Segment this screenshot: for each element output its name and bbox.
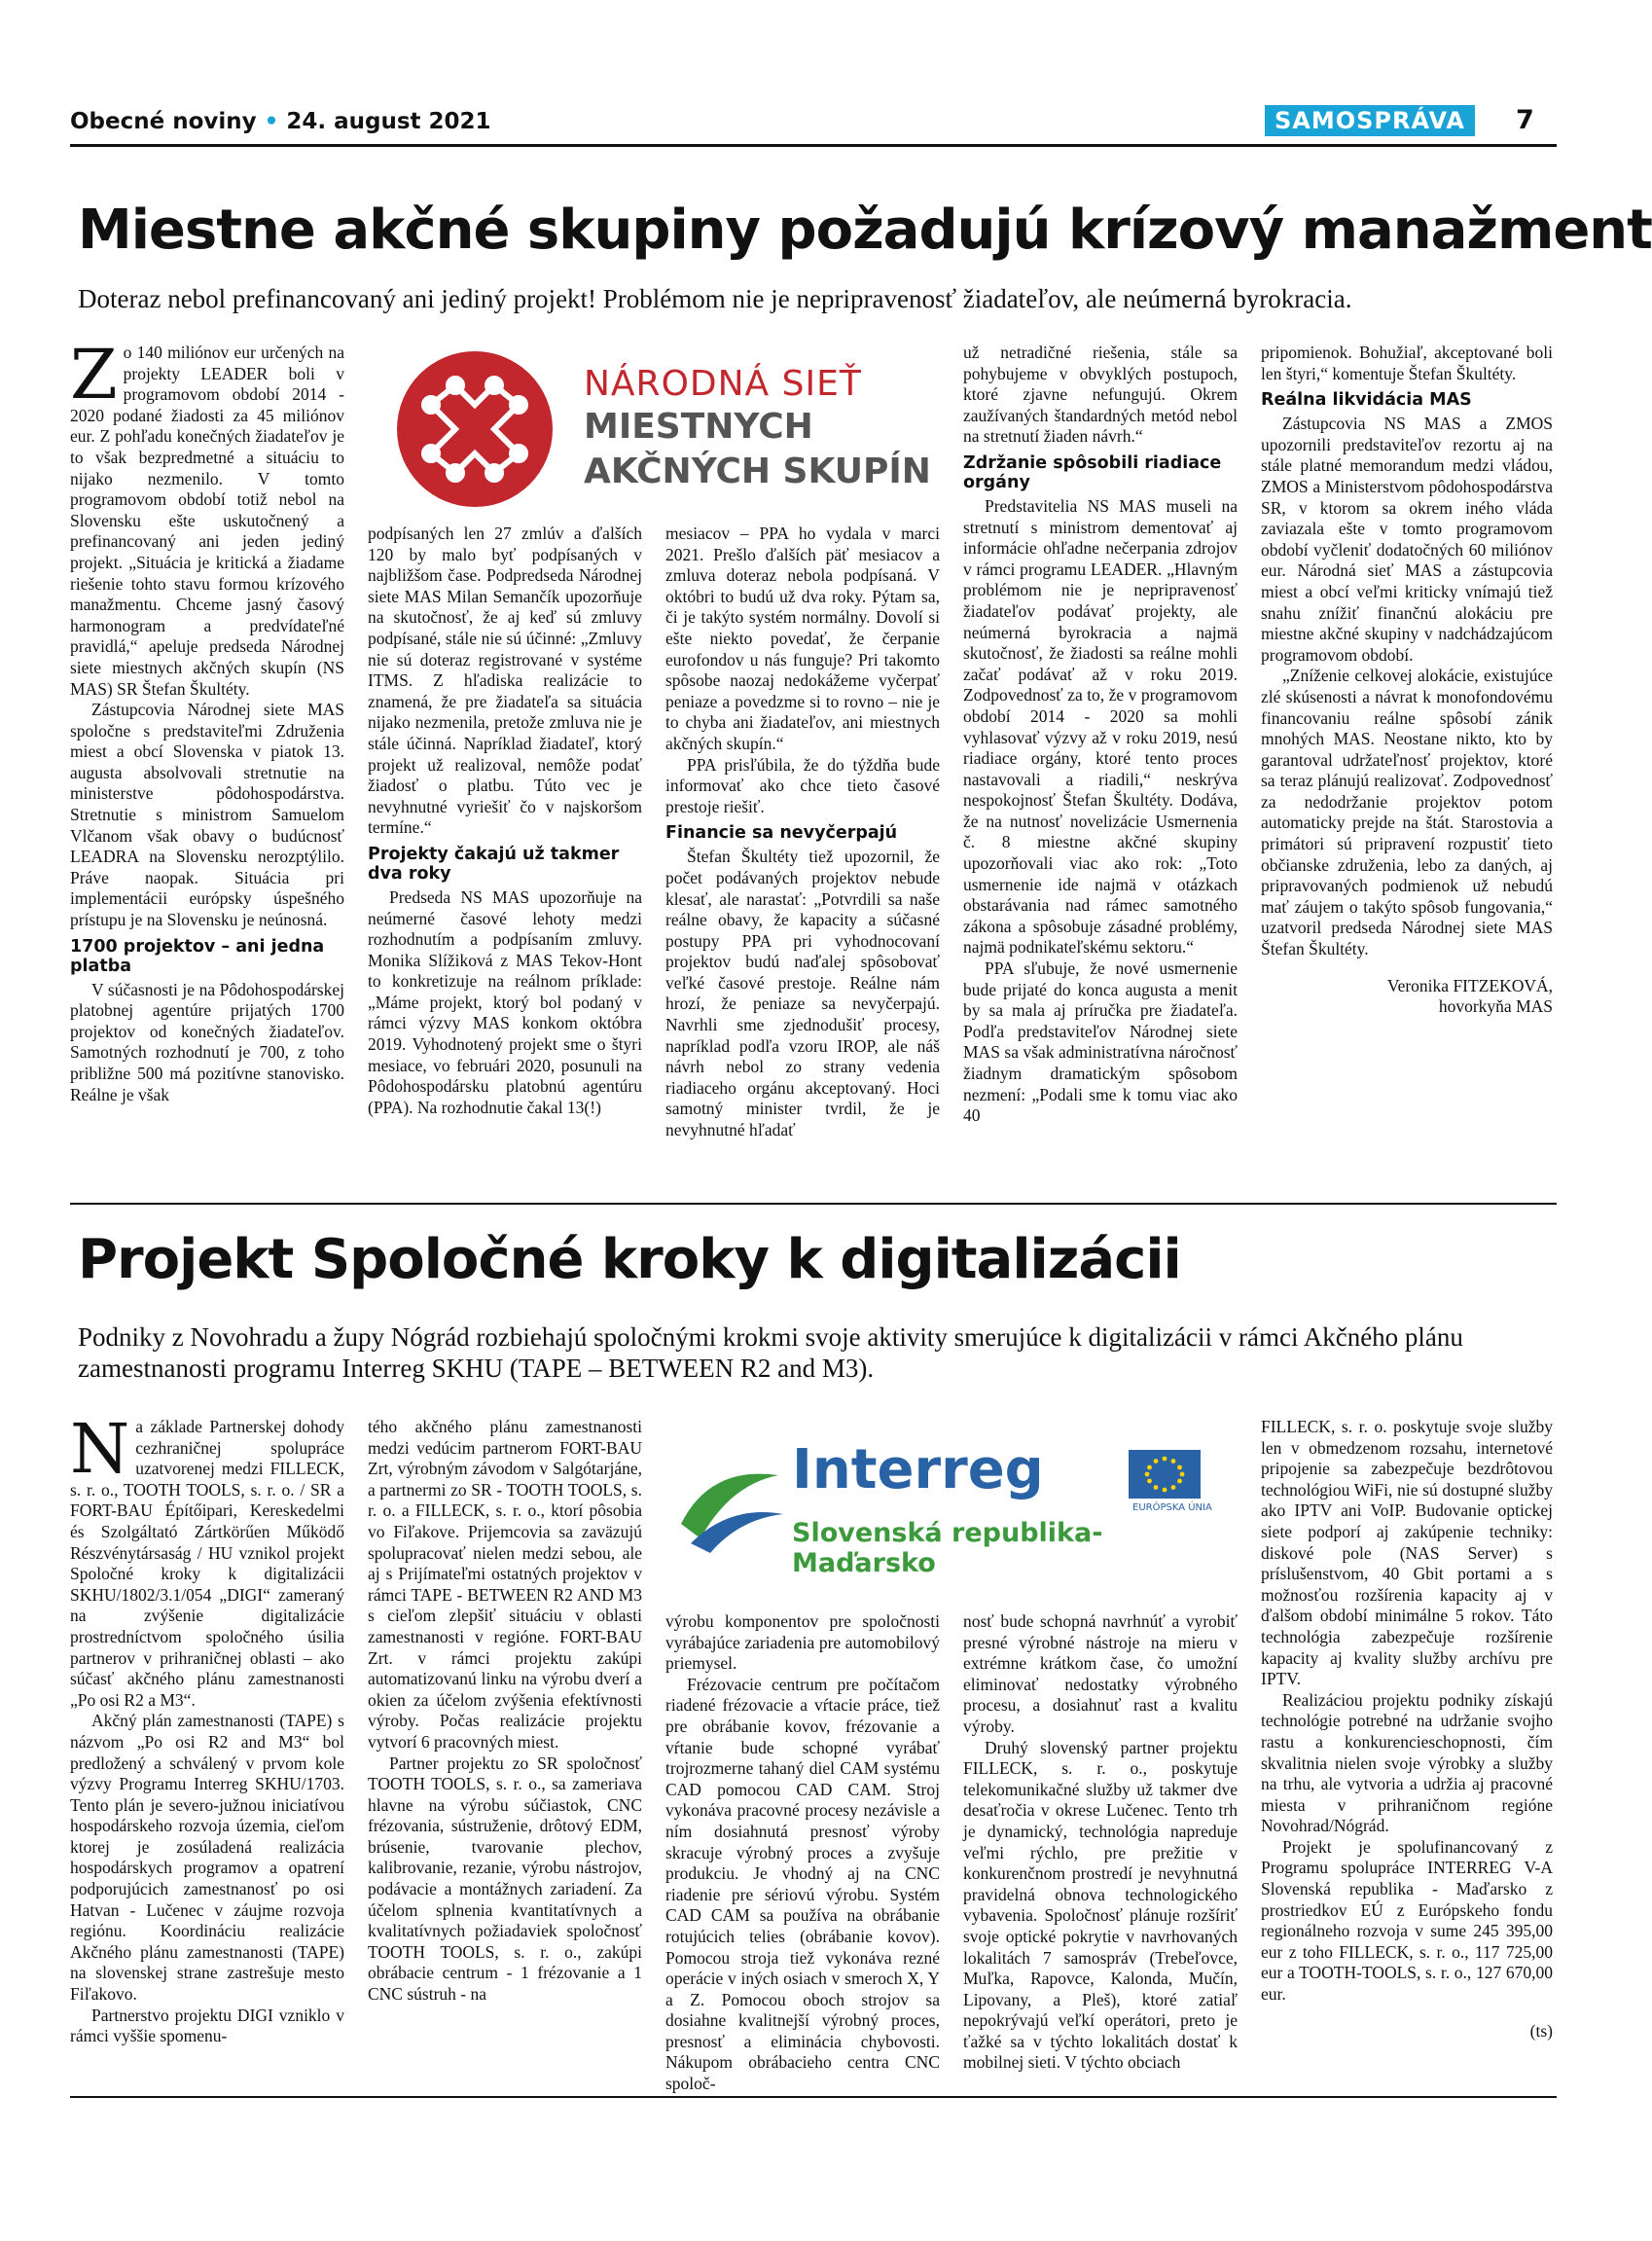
paragraph: PPA sľubuje, že nové usmernenie bude prijaté do konca augusta a menit by sa mala aj príručka pre žiadateľa. Podľa predstaviteľov Národnej siete MAS sa však administratívna náročnosť žiadnym dramatickým spôsobom nezmení: „Podali sme k tomu viac ako 40 bbox=[963, 958, 1238, 1126]
paragraph: PPA prisľúbila, že do týždňa bude informovať ako chce tieto časové prestoje riešiť. bbox=[665, 754, 940, 816]
logo-line-3: AKČNÝCH SKUPÍN bbox=[584, 452, 931, 491]
issue-date: 24. august 2021 bbox=[286, 109, 491, 134]
logo-line-1: NÁRODNÁ SIEŤ bbox=[584, 364, 862, 404]
paragraph: FILLECK, s. r. o. poskytuje svoje služby len v obmedzenom rozsahu, internetové pripojenie sa zabezpečuje bezdrôtovou technológiou WiFi, nie sú dostupné služby ako IPTV ani VoIP. Budovanie optickej siete podporí aj zakúpenie techniky: diskové pole (NAS Server) s príslušenstvom, 40 Gbit portami a s možnosťou rozšírenia kapacity aj v ďalšom období minimálne 5 rokov. Táto technológia zabezpečuje rozšírenie kapacity aj kvality služby archívu pre IPTV. bbox=[1261, 1417, 1553, 1689]
paragraph: V súčasnosti je na Pôdohospodárskej platobnej agentúre prijatých 1700 projektov od konečných žiadateľov. Samotných rozhodnutí je 700, z toho približne 500 má pozitívne stanovisko. Reálne je však bbox=[70, 979, 344, 1104]
paragraph: pripomienok. Bohužiaľ, akceptované boli len štyri,“ komentuje Štefan Škultéty. bbox=[1261, 343, 1553, 383]
article1-column-1 bbox=[70, 335, 344, 1187]
paragraph: „Zníženie celkovej alokácie, existujúce zlé skúsenosti a návrat k monofondovému financovaniu reálne spôsobí zánik mnohých MAS. Neostane nikto, kto by garantoval udržateľnosť projektov, ktoré sa teraz plánujú realizovať. Zodpovednosť za nedodržanie projektov potom automaticky prejde na štát. Starostovia a primátori sú pripravení rozpustiť tieto občianske združenia, lebo za daných, aj pripravovaných podmienok už nebudú mať záujem o takýto spôsob fungovania,“ uzatvoril predseda Národnej siete MAS Štefan Škultéty. bbox=[1261, 666, 1553, 959]
byline: (ts) bbox=[1529, 2020, 1553, 2041]
article1-title: Miestne akčné skupiny požadujú krízový manažment bbox=[78, 199, 1652, 262]
nsmas-emblem-icon bbox=[377, 346, 572, 512]
eu-label: EURÓPSKA ÚNIA bbox=[1132, 1502, 1212, 1513]
interreg-subtitle: Slovenská republika-Maďarsko bbox=[792, 1518, 1103, 1578]
subheading: Zdržanie spôsobili riadiace orgány bbox=[963, 452, 1222, 492]
paragraph: Projekt je spolufinancovaný z Programu spolupráce INTERREG V-A Slovenská republika - Maďarsko z prostriedkov EÚ z Európskeho fondu regionálneho rozvoja v sume 245 395,00 eur z toho FILLECK, s. r. o., 117 725,00 eur a TOOTH-TOOLS, s. r. o., 127 670,00 eur. bbox=[1261, 1836, 1553, 2005]
paper-name: Obecné noviny bbox=[70, 109, 257, 134]
interreg-wordmark: Interreg bbox=[792, 1438, 1044, 1501]
paragraph: Predstavitelia NS MAS museli na stretnutí s ministrom dementovať aj informácie ohľadne nečerpania zdrojov v rámci programu LEADER. „Hlavným problémom nie je nepripravenosť žiadateľov podávať projekty, ale neúmerná byrokracia a najmä skutočnosť, že žiadosti sa reálne mohli začať podávať až v roku 2019. Zodpovednosť za to, že v programovom období 2014 - 2020 sa mohli vyhlasovať výzvy až v roku 2019, nesú riadiace orgány, ktoré tento proces nastavovali a riadili,“ neskrýva nespokojnosť Štefan Škultéty. Dodáva, že na nutnosť novelizácie Usmernenia č. 8 miestne akčné skupiny upozorňovali viac ako rok: „Toto usmernenie ide najmä v otázkach obstarávania nad rámec samotného zákona a spôsobuje zásadné problémy, najmä podnikateľskému sektoru.“ bbox=[963, 495, 1238, 958]
paragraph: Druhý slovenský partner projektu FILLECK, s. r. o., poskytuje telekomunikačné služby už takmer dve desaťročia v okrese Lučenec. Tento trh je dynamický, technológia napreduje veľmi rýchlo, pre prežitie v konkurenčnom prostredí je nevyhnutná pravidelná obnova technologického vybavenia. Spoločnosť plánuje rozšíriť svoje optické pokrytie v navrhovaných lokalitách 7 samospráv (Trebeľovce, Muľka, Rapovce, Kalonda, Mučín, Lipovany, a Pleš), ktoré zatiaľ nepokrývajú veľkí operátori, preto je ťažké sa v týchto lokalitách dostať k mobilnej sieti. V týchto obciach bbox=[963, 1737, 1238, 2073]
article2-column-1 bbox=[70, 1409, 344, 2080]
paragraph: Partnerstvo projektu DIGI vzniklo v rámci vyššie spomenu- bbox=[70, 2005, 344, 2046]
article2-column-5 bbox=[1261, 1417, 1553, 2080]
byline-role: hovorkyňa MAS bbox=[1438, 996, 1553, 1017]
paragraph: Zástupcovia NS MAS a ZMOS upozornili predstaviteľov rezortu aj na stále platné memorandum medzi vládou, ZMOS a Ministerstvom pôdohospodárstva SR, v ktorom sa okrem iného vláda zaviazala ešte v tomto programovom období vyčleniť dodatočných 60 miliónov eur. Národná sieť MAS a zástupcovia miest a obcí veľmi kriticky vnímajú tiež snahu znížiť finančnú alokáciu pre miestne akčné skupiny v nadchádzajúcom programovom období. bbox=[1261, 414, 1553, 665]
masthead bbox=[70, 109, 491, 134]
paragraph: a základe Partnerskej dohody cezhraničnej spolupráce uzatvorenej medzi FILLECK, s. r. o., TOOTH TOOLS, s. r. o. / SR a FORT-BAU Építőipari, Kereskedelmi és Szolgáltató Zártkörűen Működő Részvénytársaság / HU vznikol projekt Spoločné kroky k digitalizácii SKHU/1802/3.1/054 „DIGI“ zameraný na zvýšenie digitalizácie prostredníctvom spoločného úsilia partnerov v prihraničnej oblasti – ako súčasť akčného plánu zamestnanosti „Po osi R2 a M3“. bbox=[70, 1417, 344, 1710]
paragraph: výrobu komponentov pre spoločnosti vyrábajúce zariadenia pre automobilový priemysel. bbox=[665, 1611, 940, 1674]
drop-cap: N bbox=[70, 1409, 130, 1489]
bottom-rule bbox=[70, 2096, 1557, 2098]
byline-name: Veronika FITZEKOVÁ, bbox=[1386, 975, 1553, 995]
article-divider bbox=[70, 1203, 1557, 1205]
paragraph: už netradičné riešenia, stále sa pohybujeme v obvyklých postupoch, ktoré zjavne nefungujú. Okrem zaužívaných štandardných metód nebol na stretnutí žiaden návrh.“ bbox=[963, 343, 1238, 447]
byline bbox=[1261, 976, 1553, 1018]
logo-line-2: MIESTNYCH bbox=[584, 407, 813, 447]
paragraph: o 140 miliónov eur určených na projekty LEADER boli v programovom období 2014 - 2020 podané žiadosti za 45 miliónov eur. Z pohľadu konečných žiadateľov je to však bezpredmetné a situáciu to nijako nezmenilo. V tomto programovom období totiž nebol na Slovensku ešte uskutočnený a prefinancovaný ani jeden jediný projekt. „Situácia je kritická a žiadame riešenie tohto stavu formou krízového manažmentu. Chceme jasný časový harmonogram a predvídateľné pravidlá,“ apeluje predseda Národnej siete miestnych akčných skupín (NS MAS) SR Štefan Škultéty. bbox=[70, 343, 344, 699]
article2-deck: Podniky z Novohradu a župy Nógrád rozbiehajú spoločnými krokmi svoje aktivity smerujúce k digitalizácii v rámci Akčného plánu zamestnanosti programu Interreg SKHU (TAPE – BETWEEN R2 and M3). bbox=[78, 1322, 1463, 1383]
paragraph: Frézovacie centrum pre počítačom riadené frézovacie a vŕtacie práce, tiež pre obrábanie kovov, frézovanie a vŕtanie bude schopné vyrábať trojrozmerne tahaný diel CAM systému CAD pomocou CAD CAM. Stroj vykonáva pracovné procesy nezávisle a ním dosiahnutá presnosť výroby skracuje výrobný proces a zvyšuje produkciu. Je vhodný aj na CNC riadenie pre sériovú výrobu. Systém CAD CAM sa používa na obrábanie rotujúcich telies (obrábanie kovov). Pomocou stroja tiež vykonáva rezné operácie v iných osiach v smeroch X, Y a Z. Pomocou oboch strojov sa dosiahne kvalitnejší výrobný proces, presnosť a eliminácia chybovosti. Nákupom obrábacieho centra CNC spoloč- bbox=[665, 1674, 940, 2094]
paragraph: podpísaných len 27 zmlúv a ďalších 120 by malo byť podpísaných v najbližšom čase. Podpredseda Národnej siete MAS Milan Semančík upozorňuje na skutočnosť, že aj keď sú zmluvy podpísané, stále nie sú účinné: „Zmluvy nie sú doteraz registrované v systéme ITMS. Z hľadiska realizácie to znamená, že pre žiadateľa sa situácia nijako nezmenila, pretože zmluva nie je stále účinná. Napríklad žiadateľ, ktorý projekt už realizoval, nemôže podať žiadosť o platbu. Túto vec je nevyhnutné vyriešiť čo v najskoršom termíne.“ bbox=[368, 524, 642, 838]
nsmas-logo bbox=[368, 343, 940, 516]
article2-column-4 bbox=[963, 1611, 1238, 2080]
section-tag: SAMOSPRÁVA bbox=[1265, 105, 1475, 136]
paragraph: nosť bude schopná navrhnúť a vyrobiť presné výrobné nástroje na mieru v extrémne krátkom čase, čo umožní eliminovať nedostatky výrobného procesu, a dosiahnuť rast a kvalitu výroby. bbox=[963, 1611, 1238, 1736]
subheading: Financie sa nevyčerpajú bbox=[665, 823, 898, 844]
interreg-swoosh-icon bbox=[671, 1446, 788, 1563]
drop-cap: Z bbox=[70, 335, 118, 415]
paragraph: mesiacov – PPA ho vydala v marci 2021. Prešlo ďalších päť mesiacov a zmluva doteraz nebola podpísaná. V októbri to budú už dva roky. Pýtam sa, či je takýto systém normálny. Dovolí si ešte niekto povedať, že čerpanie eurofondov u nás funguje? Pri takomto spôsobe naozaj nedokážeme vyčerpať peniaze a povedzme si to rovno – nie je to chyba ani žiadateľov, ani miestnych akčných skupín.“ bbox=[665, 524, 940, 753]
article1-column-5 bbox=[1261, 343, 1553, 1187]
paragraph: tého akčného plánu zamestnanosti medzi vedúcim partnerom FORT-BAU Zrt, výrobným závodom v Salgótarjáne, a partnermi zo SR - TOOTH TOOLS, s. r. o. a FILLECK, s. r. o., ktorí pôsobia vo Fiľakove. Prijemcovia sa zaväzujú spolupracovať nielen medzi sebou, ale aj s Prijímateľmi ostatných projektov v rámci TAPE - BETWEEN R2 AND M3 s cieľom zlepšiť situáciu v oblasti zamestnanosti v regióne. FORT-BAU Zrt. v rámci projektu zakúpi automatizovanú linku na výrobu dverí a okien za účelom zvýšenia efektívnosti výroby. Počas realizácie projektu vytvorí 6 pracovných miest. bbox=[368, 1417, 642, 1752]
article2-title: Projekt Spoločné kroky k digitalizácii bbox=[78, 1228, 1181, 1291]
article2-column-3 bbox=[665, 1611, 940, 2094]
article1-column-2 bbox=[368, 524, 642, 1187]
paragraph: Akčný plán zamestnanosti (TAPE) s názvom „Po osi R2 and M3“ bol predložený a schválený v prvom kole výzvy Programu Interreg SKHU/1703. Tento plán je severo-južnou iniciatívou hospodárskeho rozvoja územia, cieľom ktorej je zosúladená realizácia hospodárskych programov a opatrení podporujúcich zamestnanosť po osi Hatvan - Lučenec v záujme rozvoja regiónu. Koordináciu realizácie Akčného plánu zamestnanosti (TAPE) na slovenskej strane zastrešuje mesto Fiľakovo. bbox=[70, 1711, 344, 2005]
article1-column-3 bbox=[665, 524, 940, 1187]
paragraph: Zástupcovia Národnej siete MAS spoločne s predstaviteľmi Združenia miest a obcí Slovenska v piatok 13. augusta absolvovali stretnutie na ministerstve pôdohospodárstva. Stretnutie s ministrom Samuelom Vlčanom však obavy o budúcnosť LEADRA na Slovensku nerozptýlilo. Práve naopak. Situácia pri implementácii európsky úspešného prístupu je na Slovensku je neúnosná. bbox=[70, 700, 344, 930]
article1-column-4 bbox=[963, 343, 1238, 1187]
separator: • bbox=[264, 109, 279, 134]
article1-deck: Doteraz nebol prefinancovaný ani jediný projekt! Problémom nie je nepripravenosť žiadateľov, ale neúmerná byrokracia. bbox=[78, 284, 1352, 313]
article2-column-2 bbox=[368, 1417, 642, 2080]
paragraph: Realizáciou projektu podniky získajú technológie potrebné na udržanie svojho rastu a konkurencieschopnosti, čím skvalitnia nielen svoje výrobky a služby na trhu, ale vytvoria a udržia aj pracovné miesta v prihraničnom regióne Novohrad/Nógrád. bbox=[1261, 1689, 1553, 1836]
top-rule bbox=[70, 144, 1557, 147]
subheading: Projekty čakajú už takmer dva roky bbox=[368, 844, 620, 884]
interreg-logo bbox=[665, 1417, 1238, 1602]
subheading: 1700 projektov – ani jedna platba bbox=[70, 936, 325, 976]
subheading: Reálna likvidácia MAS bbox=[1261, 390, 1472, 411]
eu-flag-icon bbox=[1129, 1450, 1201, 1499]
paragraph: Štefan Škultéty tiež upozornil, že počet podávaných projektov nebude klesať, ale narastať: „Potvrdili sa naše reálne obavy, že kapacity a súčasné postupy PPA pri vyhodnocovaní projektov budú naďalej spôsobovať veľké časové prestoje. Reálne nám hrozí, že peniaze sa nevyčerpajú. Navrhli sme zjednodušiť procesy, napríklad podľa vzoru IROP, ale náš návrh nebol zo strany vedenia riadiaceho orgánu akceptovaný. Hoci samotný minister tvrdil, že je nevyhnutné hľadať bbox=[665, 847, 940, 1140]
paragraph: Partner projektu zo SR spoločnosť TOOTH TOOLS, s. r. o., sa zameriava hlavne na výrobu súčiastok, CNC frézovania, sústruženie, drôtový EDM, brúsenie, tvarovanie plechov, kalibrovanie, rezanie, výrobu nástrojov, podávacie a montážnych zariadení. Za účelom splnenia kvantitatívnych a kvalitatívnych požiadaviek spoločnosť TOOTH TOOLS, s. r. o., zakúpi obrábacie centrum - 1 frézovanie a 1 CNC sústruh - na bbox=[368, 1753, 642, 2005]
page-number: 7 bbox=[1516, 105, 1534, 135]
paragraph: Predseda NS MAS upozorňuje na neúmerné časové lehoty medzi rozhodnutím a podpísaním zmluvy. Monika Slížiková z MAS Tekov-Hont to konkretizuje na reálnom príklade: „Máme projekt, ktorý bol podaný v rámci výzvy MAS konkom októbra 2019. Vyhodnotený projekt sme o štyri mesiace, vo februári 2020, posunuli na Pôdohospodársku platobnú agentúru (PPA). Na rozhodnutie čakal 13(!) bbox=[368, 886, 642, 1117]
